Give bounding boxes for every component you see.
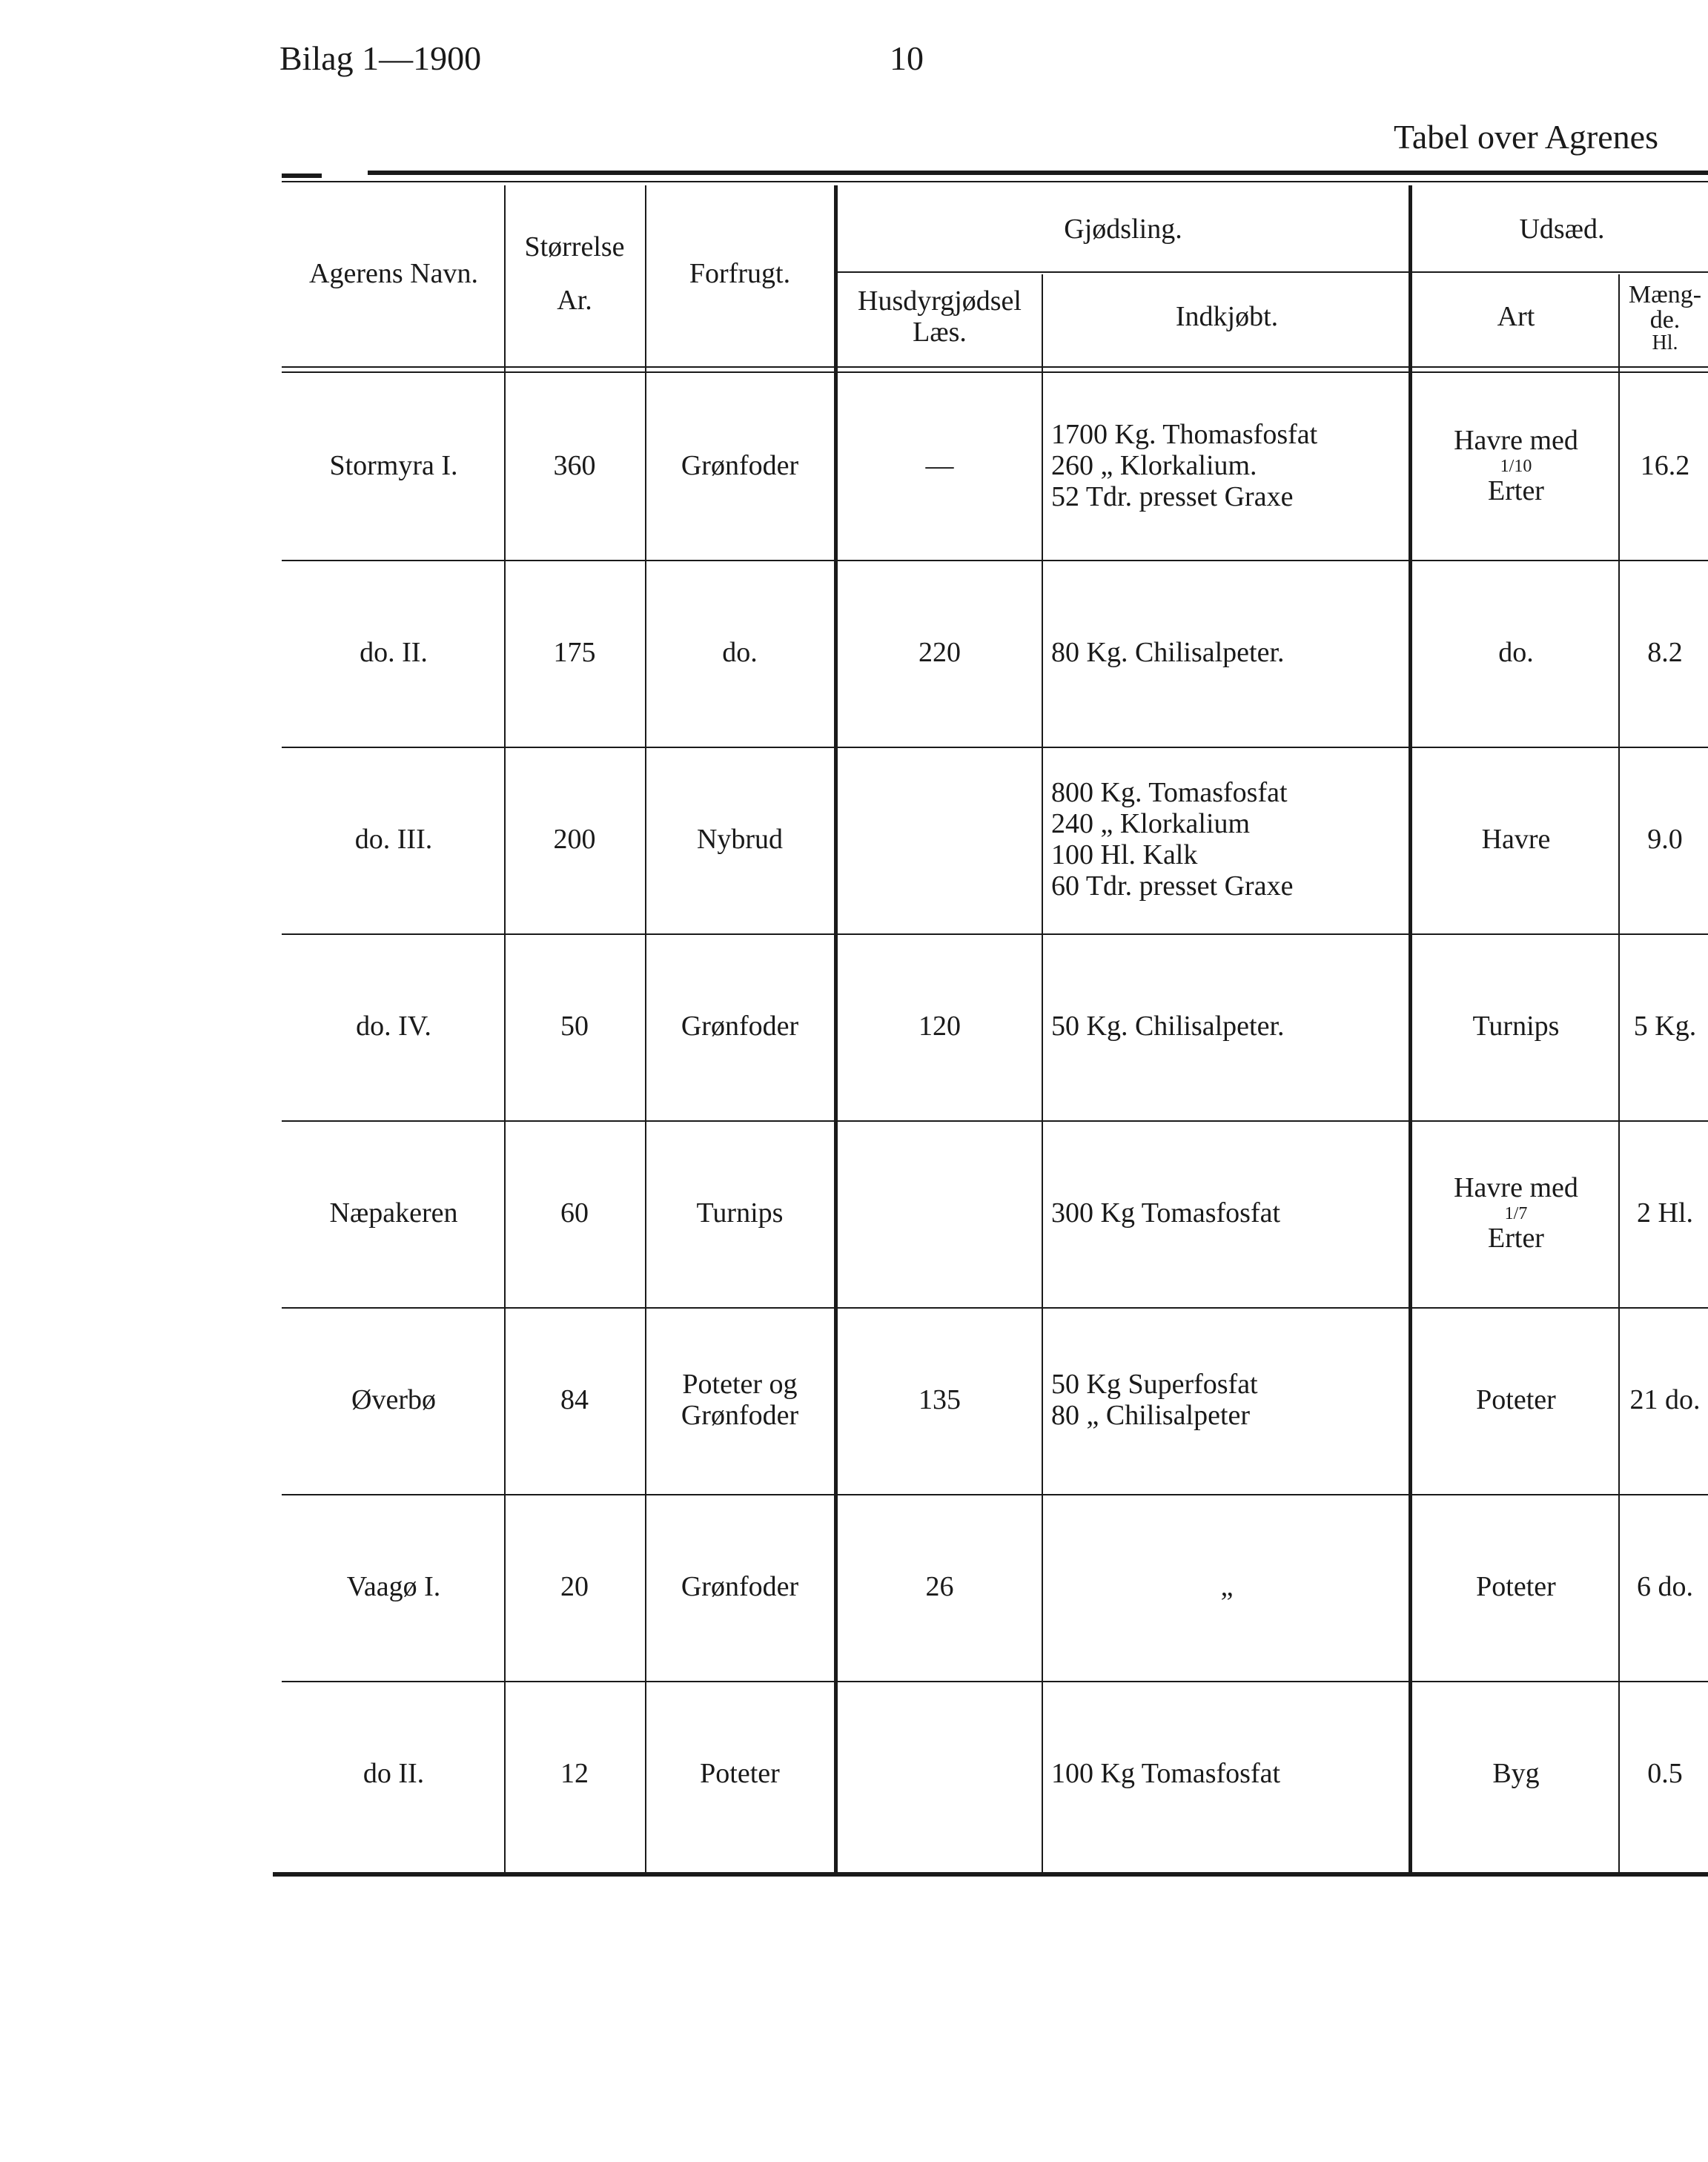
seed-type-cell: [1416, 1684, 1616, 1865]
size-cell-text: 50: [560, 1011, 589, 1042]
column-header-previous-crop: Forfrugt.: [689, 258, 791, 290]
size-cell: [506, 563, 643, 744]
amount-cell: [1622, 936, 1708, 1117]
previous-crop-cell-text: Turnips: [696, 1197, 784, 1229]
row-divider: [282, 747, 1708, 748]
manure-cell: [838, 750, 1042, 930]
row-divider: [282, 560, 1708, 561]
table-title: Tabel over Agrenes: [1394, 118, 1658, 156]
field-name-cell: [285, 563, 502, 744]
seed-type: Byg: [1492, 1758, 1540, 1790]
purchased-line: 80 Kg. Chilisalpeter.: [1051, 637, 1285, 669]
column-header-name: Agerens Navn.: [309, 258, 478, 290]
previous-crop-cell-text: Grønfoder: [681, 1571, 799, 1603]
seed-type: do.: [1498, 637, 1534, 669]
col-divider-name: [504, 185, 506, 1872]
manure-cell: [838, 376, 1042, 557]
amount-cell: [1622, 750, 1708, 930]
manure-cell-text: 120: [918, 1011, 961, 1042]
row-divider: [282, 1681, 1708, 1682]
field-name-cell: [285, 1497, 502, 1678]
previous-crop-cell-text: Grønfoder: [681, 1011, 799, 1042]
amount-cell-text: 9.0: [1647, 824, 1683, 856]
col-divider-seed-type: [1618, 274, 1620, 1872]
manure-cell-text: —: [925, 450, 954, 482]
seed-type-cell: [1416, 936, 1616, 1117]
row-divider: [282, 1494, 1708, 1495]
column-header-seed: Udsæd.: [1519, 214, 1605, 245]
previous-crop-cell-text: Poteter: [700, 1758, 780, 1790]
seed-type: Poteter: [1476, 1571, 1556, 1603]
size-cell-text: 84: [560, 1384, 589, 1416]
purchased-cell: [1051, 1310, 1403, 1491]
row-divider: [282, 1120, 1708, 1122]
size-cell-text: 60: [560, 1197, 589, 1229]
top-rule-thin: [282, 181, 1708, 182]
amount-label-1: Mæng-: [1628, 281, 1702, 308]
size-cell: [506, 1497, 643, 1678]
field-name-cell-text: do. II.: [360, 637, 428, 669]
column-header-seed-type: Art: [1497, 300, 1535, 332]
manure-cell: [838, 1684, 1042, 1865]
previous-crop-cell: [647, 1310, 833, 1491]
field-name-cell: [285, 936, 502, 1117]
amount-cell-text: 5 Kg.: [1633, 1011, 1697, 1042]
field-name-cell-text: Øverbø: [351, 1384, 436, 1416]
purchased-line: 60 Tdr. presset Graxe: [1051, 870, 1294, 902]
seed-type-line-2: Erter: [1488, 1223, 1544, 1254]
amount-cell-text: 16.2: [1640, 450, 1690, 482]
size-unit: Ar.: [557, 285, 592, 316]
column-header-size: [506, 222, 643, 326]
size-cell: [506, 750, 643, 930]
col-divider-fertilizer: [1409, 185, 1412, 1872]
row-divider: [282, 1307, 1708, 1309]
purchased-cell: [1051, 750, 1403, 930]
seed-fraction: 1/10: [1500, 456, 1532, 476]
purchased-cell: [1051, 936, 1403, 1117]
purchased-line: „: [1220, 1571, 1234, 1603]
previous-crop-cell-text: Poteter og Grønfoder: [681, 1369, 799, 1431]
amount-cell-text: 21 do.: [1629, 1384, 1701, 1416]
seed-type: Havre: [1481, 824, 1551, 856]
previous-crop-cell: [647, 1123, 833, 1304]
field-name-cell-text: Stormyra I.: [329, 450, 458, 482]
column-header-manure: [838, 274, 1042, 360]
purchased-line: 52 Tdr. presset Graxe: [1051, 480, 1294, 512]
manure-label: Husdyrgjødsel: [858, 285, 1022, 317]
field-name-cell-text: do. IV.: [356, 1011, 431, 1042]
manure-cell: [838, 563, 1042, 744]
seed-type-line-2: Erter: [1488, 475, 1544, 507]
amount-unit: Hl.: [1652, 331, 1678, 354]
seed-type: Poteter: [1476, 1384, 1556, 1416]
manure-cell-text: 26: [925, 1571, 954, 1603]
header-divider-double-1: [282, 366, 1708, 368]
previous-crop-cell-text: do.: [722, 637, 758, 669]
col-divider-size: [645, 185, 646, 1872]
field-name-cell-text: do. III.: [354, 824, 433, 856]
size-cell: [506, 376, 643, 557]
column-header-fertilizer: Gjødsling.: [1064, 214, 1182, 245]
amount-cell: [1622, 563, 1708, 744]
size-cell-text: 12: [560, 1758, 589, 1790]
previous-crop-cell: [647, 1684, 833, 1865]
previous-crop-cell-text: Grønfoder: [681, 450, 799, 482]
bottom-rule: [273, 1872, 1708, 1877]
previous-crop-cell: [647, 376, 833, 557]
seed-type-cell: [1416, 1123, 1616, 1304]
size-cell: [506, 1684, 643, 1865]
header-divider-double-2: [282, 371, 1708, 373]
amount-cell: [1622, 1310, 1708, 1491]
row-divider: [282, 933, 1708, 935]
manure-cell-text: 135: [918, 1384, 961, 1416]
purchased-cell: [1051, 1497, 1403, 1678]
manure-cell: [838, 1123, 1042, 1304]
amount-cell: [1622, 1684, 1708, 1865]
purchased-line: 100 Kg Tomasfosfat: [1051, 1758, 1281, 1790]
field-name-cell: [285, 1123, 502, 1304]
seed-type-cell: [1416, 1310, 1616, 1491]
purchased-cell: [1051, 563, 1403, 744]
previous-crop-cell: [647, 936, 833, 1117]
field-name-cell-text: Vaagø I.: [346, 1571, 441, 1603]
seed-type-cell: [1416, 376, 1616, 557]
seed-type: Havre med 1/10: [1454, 425, 1578, 476]
purchased-line: 100 Hl. Kalk: [1051, 839, 1198, 870]
size-cell: [506, 1123, 643, 1304]
seed-type-cell: [1416, 750, 1616, 930]
amount-cell-text: 8.2: [1647, 637, 1683, 669]
size-cell: [506, 936, 643, 1117]
field-name-cell-text: Næpakeren: [329, 1197, 458, 1229]
top-rule-short: [282, 173, 322, 178]
amount-cell-text: 2 Hl.: [1637, 1197, 1693, 1229]
size-cell-text: 200: [553, 824, 596, 856]
amount-cell: [1622, 376, 1708, 557]
document-header: Bilag 1—1900: [279, 39, 482, 77]
manure-cell-text: 220: [918, 637, 961, 669]
amount-cell-text: 0.5: [1647, 1758, 1683, 1790]
seed-type-cell: [1416, 563, 1616, 744]
purchased-cell: [1051, 1684, 1403, 1865]
purchased-line: 1700 Kg. Thomasfosfat: [1051, 419, 1318, 451]
column-header-amount: [1622, 274, 1708, 362]
size-cell-text: 360: [553, 450, 596, 482]
purchased-line: 50 Kg Superfosfat: [1051, 1369, 1258, 1401]
column-header-purchased: Indkjøbt.: [1175, 300, 1279, 332]
manure-cell: [838, 936, 1042, 1117]
previous-crop-cell: [647, 563, 833, 744]
purchased-cell: [1051, 1123, 1403, 1304]
page-number: 10: [890, 39, 924, 77]
size-label: Størrelse: [524, 231, 625, 263]
field-name-cell: [285, 1684, 502, 1865]
size-cell-text: 175: [553, 637, 596, 669]
amount-cell-text: 6 do.: [1637, 1571, 1693, 1603]
top-rule: [368, 171, 1708, 175]
purchased-line: 240 „ Klorkalium: [1051, 808, 1251, 840]
previous-crop-cell: [647, 750, 833, 930]
purchased-line: 300 Kg Tomasfosfat: [1051, 1197, 1281, 1229]
purchased-line: 80 „ Chilisalpeter: [1051, 1400, 1251, 1431]
field-name-cell-text: do II.: [363, 1758, 425, 1790]
size-cell: [506, 1310, 643, 1491]
purchased-cell: [1051, 376, 1403, 557]
seed-fraction: 1/7: [1504, 1203, 1528, 1223]
seed-type-cell: [1416, 1497, 1616, 1678]
purchased-line: 260 „ Klorkalium.: [1051, 450, 1257, 482]
header-divider-fertilizer: [838, 271, 1708, 273]
purchased-line: 800 Kg. Tomasfosfat: [1051, 777, 1288, 809]
seed-type: Havre med 1/7: [1454, 1172, 1578, 1223]
previous-crop-cell-text: Nybrud: [696, 824, 784, 856]
manure-cell: [838, 1310, 1042, 1491]
col-divider-manure: [1042, 274, 1043, 1872]
seed-type: Turnips: [1472, 1011, 1560, 1042]
amount-label-2: de.: [1649, 306, 1681, 334]
manure-unit: Læs.: [913, 316, 967, 348]
previous-crop-cell: [647, 1497, 833, 1678]
amount-cell: [1622, 1123, 1708, 1304]
field-name-cell: [285, 1310, 502, 1491]
size-cell-text: 20: [560, 1571, 589, 1603]
field-name-cell: [285, 376, 502, 557]
amount-cell: [1622, 1497, 1708, 1678]
field-name-cell: [285, 750, 502, 930]
manure-cell: [838, 1497, 1042, 1678]
purchased-line: 50 Kg. Chilisalpeter.: [1051, 1011, 1285, 1042]
